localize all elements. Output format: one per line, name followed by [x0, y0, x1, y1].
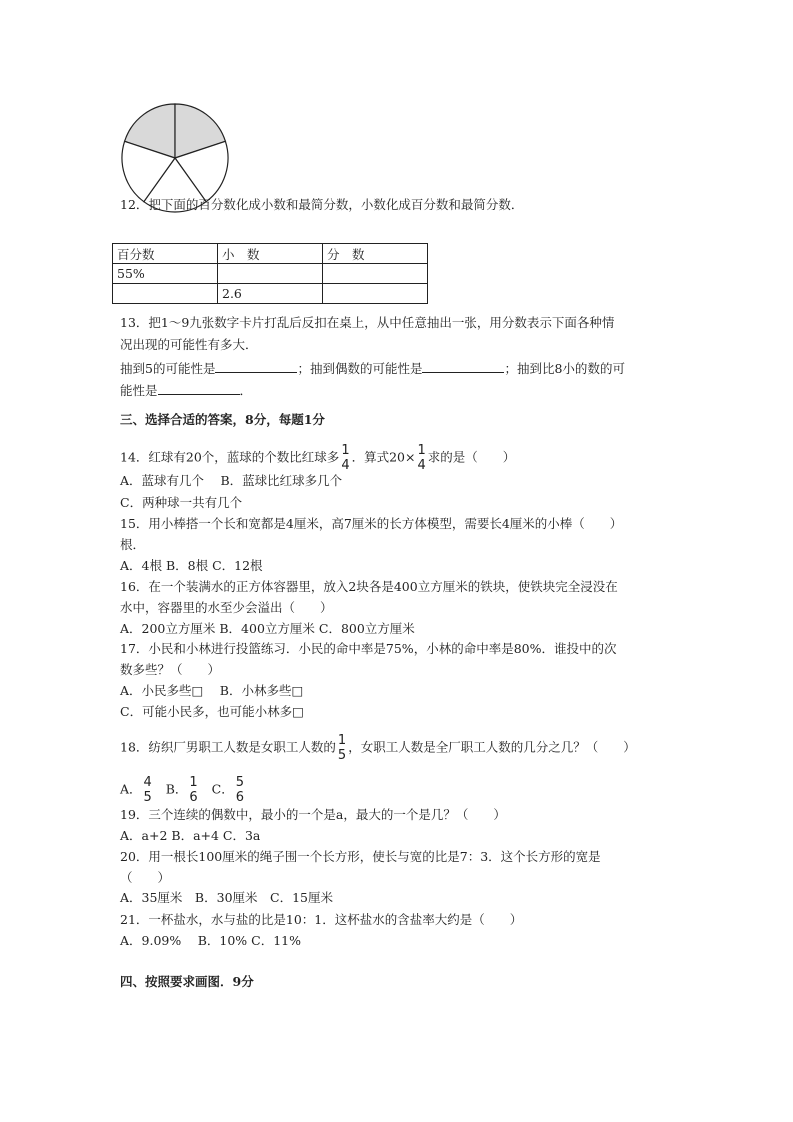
answer-blank[interactable] [422, 358, 504, 373]
q17-options-1: A．小民多些□ B．小林多些□ [120, 683, 304, 698]
table-header-row [113, 244, 428, 264]
q13-end: ． [239, 383, 253, 398]
q19-options: A．a+2 B．a+4 C．3a [120, 828, 261, 843]
answer-blank[interactable] [158, 380, 240, 395]
q14-options-1: A．蓝球有几个 B．蓝球比红球多几个 [120, 473, 343, 488]
q14-part: ．算式20× [351, 449, 416, 465]
denominator: 5 [143, 790, 152, 805]
q15-line2: 根． [120, 537, 146, 552]
q18-part: 18．纺织厂男职工人数是女职工人数的 [120, 739, 336, 755]
table-header: 小 数 [218, 244, 323, 264]
q14-options-2: C．两种球一共有几个 [120, 495, 243, 510]
q14-text [120, 443, 516, 473]
q13-p4: 能性是 [120, 383, 158, 398]
q17-options-2: C．可能小民多，也可能小林多□ [120, 704, 304, 719]
q13-answers [120, 358, 625, 376]
q20-line2: （ ） [120, 870, 171, 885]
table-header: 分 数 [323, 244, 428, 264]
q15-options: A．4根 B．8根 C．12根 [120, 558, 263, 573]
table-cell[interactable] [323, 284, 428, 304]
fraction [338, 733, 346, 763]
conversion-table [112, 243, 428, 304]
numerator: 1 [417, 443, 426, 458]
q18-options [120, 775, 246, 805]
q17-line1: 17．小民和小林进行投篮练习．小民的命中率是75%，小林的命中率是80%．谁投中的次 [120, 641, 617, 656]
table-header: 百分数 [113, 244, 218, 264]
table-cell[interactable]: 55% [113, 264, 218, 284]
numerator: 1 [341, 443, 350, 458]
q16-line1: 16．在一个装满水的正方体容器里，放入2块各是400立方厘米的铁块，使铁块完全浸没在 [120, 579, 618, 594]
denominator: 6 [235, 790, 244, 805]
q16-options: A．200立方厘米 B．400立方厘米 C．800立方厘米 [120, 621, 415, 636]
q18-part: ，女职工人数是全厂职工人数的几分之几？（ ） [348, 739, 636, 755]
q19-line1: 19．三个连续的偶数中，最小的一个是a，最大的一个是几？（ ） [120, 807, 506, 822]
table-row [113, 284, 428, 304]
q12-text: 12．把下面的百分数化成小数和最简分数，小数化成百分数和最简分数． [120, 197, 524, 212]
option-label: C． [211, 781, 234, 797]
q17-line2: 数多些？（ ） [120, 662, 221, 677]
q14-part: 14．红球有20个，蓝球的个数比红球多 [120, 449, 340, 465]
fraction [189, 775, 197, 805]
section-4-heading: 四、按照要求画图．9分 [120, 974, 254, 989]
q13-line1: 13．把1～9九张数字卡片打乱后反扣在桌上，从中任意抽出一张，用分数表示下面各种情 [120, 315, 615, 330]
table-row [113, 264, 428, 284]
table-cell[interactable]: 2.6 [218, 284, 323, 304]
fraction [236, 775, 244, 805]
table-cell[interactable] [218, 264, 323, 284]
denominator: 4 [341, 458, 350, 473]
q21-line1: 21．一杯盐水，水与盐的比是10：1．这杯盐水的含盐率大约是（ ） [120, 912, 523, 927]
section-3-heading: 三、选择合适的答案，8分，每题1分 [120, 412, 325, 427]
answer-blank[interactable] [215, 358, 297, 373]
fraction [144, 775, 152, 805]
fraction [341, 443, 349, 473]
option-label: A． [120, 781, 142, 797]
q13-p1: 抽到5的可能性是 [120, 361, 216, 376]
numerator: 5 [235, 775, 244, 790]
q13-p3: ；抽到比8小的数的可 [504, 361, 625, 376]
q13-p2: ；抽到偶数的可能性是 [297, 361, 423, 376]
numerator: 4 [143, 775, 152, 790]
q13-answers-2 [120, 380, 252, 398]
q18-text [120, 733, 636, 763]
denominator: 5 [337, 748, 347, 763]
table-cell[interactable] [323, 264, 428, 284]
denominator: 6 [189, 790, 198, 805]
q13-line2: 况出现的可能性有多大． [120, 337, 258, 352]
q20-options: A．35厘米 B．30厘米 C．15厘米 [120, 890, 333, 905]
q15-line1: 15．用小棒搭一个长和宽都是4厘米，高7厘米的长方体模型，需要长4厘米的小棒（ ） [120, 516, 623, 531]
q16-line2: 水中，容器里的水至少会溢出（ ） [120, 600, 333, 615]
table-cell[interactable] [113, 284, 218, 304]
denominator: 4 [417, 458, 426, 473]
fraction [417, 443, 425, 473]
numerator: 1 [337, 733, 347, 748]
option-label: B． [165, 781, 188, 797]
q14-part: 求的是（ ） [427, 449, 516, 465]
numerator: 1 [189, 775, 198, 790]
q20-line1: 20．用一根长100厘米的绳子围一个长方形，使长与宽的比是7：3．这个长方形的宽是 [120, 849, 601, 864]
q21-options: A．9.09% B．10% C．11% [120, 933, 301, 948]
